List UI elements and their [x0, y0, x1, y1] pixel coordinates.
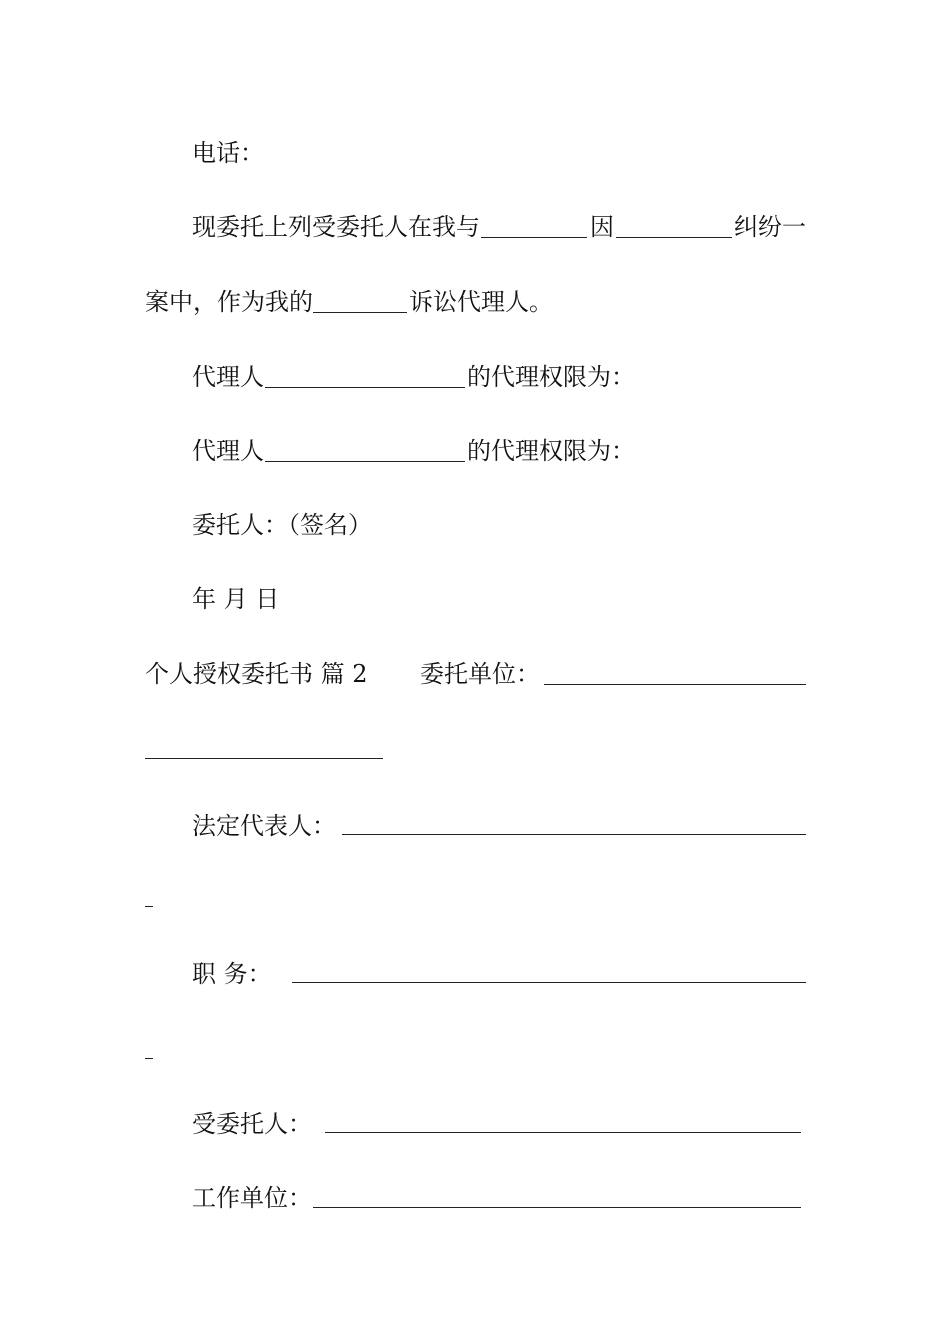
- legal-rep-label: 法定代表人：: [192, 812, 336, 840]
- phone-label: 电话：: [192, 139, 264, 167]
- blank-reason[interactable]: [616, 237, 732, 238]
- work-unit-label: 工作单位：: [192, 1184, 312, 1212]
- blank-position-cont[interactable]: [145, 1058, 153, 1059]
- date-label: 年 月 日: [192, 585, 280, 613]
- case-text-part2: 诉讼代理人。: [409, 288, 553, 316]
- agent2-label: 代理人: [192, 437, 264, 465]
- blank-entrust-unit-cont[interactable]: [145, 758, 383, 759]
- entrust-text-part1: 现委托上列受委托人在我与: [192, 213, 480, 241]
- principal-signature-label: 委托人：（签名）: [192, 511, 372, 539]
- blank-role[interactable]: [313, 312, 407, 313]
- entrust-unit-label: 委托单位：: [420, 660, 540, 688]
- blank-opponent[interactable]: [481, 237, 587, 238]
- blank-position[interactable]: [292, 982, 806, 983]
- agent2-scope-label: 的代理权限为：: [467, 437, 635, 465]
- blank-agent2[interactable]: [265, 461, 465, 462]
- blank-entrust-unit[interactable]: [544, 684, 806, 685]
- blank-legal-rep-cont[interactable]: [145, 906, 153, 907]
- blank-trustee[interactable]: [325, 1132, 801, 1133]
- blank-legal-rep[interactable]: [342, 834, 806, 835]
- agent1-label: 代理人: [192, 363, 264, 391]
- blank-work-unit[interactable]: [313, 1207, 801, 1208]
- trustee-label: 受委托人：: [192, 1110, 312, 1138]
- agent1-scope-label: 的代理权限为：: [467, 363, 635, 391]
- case-text-part1: 案中，作为我的: [145, 288, 313, 316]
- blank-agent1[interactable]: [265, 387, 465, 388]
- entrust-text-part2: 因: [590, 213, 614, 241]
- section-title: 个人授权委托书 篇 2: [145, 660, 368, 688]
- entrust-text-part3: 纠纷一: [734, 213, 806, 241]
- position-label: 职 务：: [192, 960, 272, 988]
